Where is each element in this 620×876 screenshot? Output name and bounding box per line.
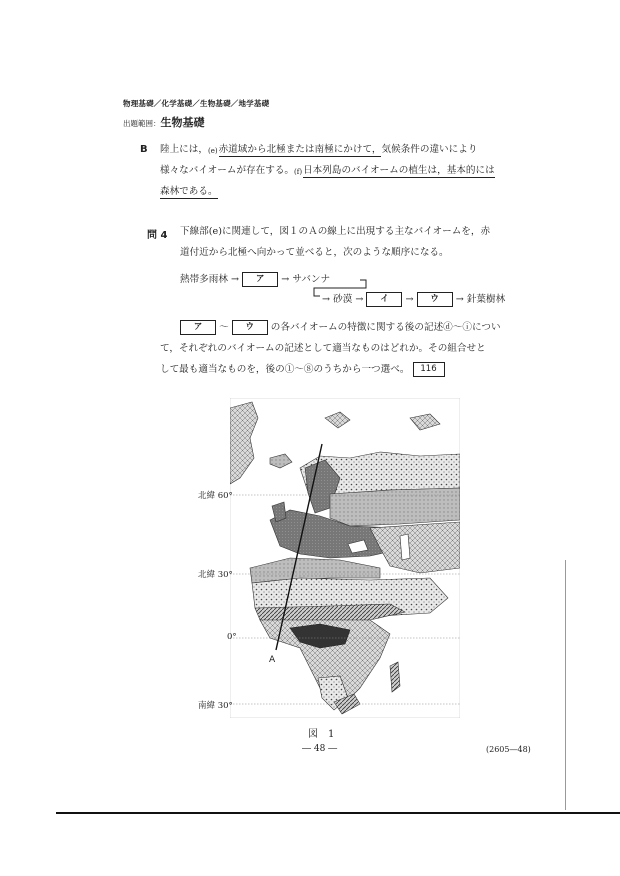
- question-body3: して最も適当なものを，後の①～⑧のうちから一つ選べ。 116: [160, 360, 445, 379]
- bottom-rule: [56, 812, 620, 814]
- lat-label-s30: 南緯 30°: [198, 701, 233, 711]
- sequence-row1: 熱帯多雨林 → ア → サバンナ: [180, 274, 331, 285]
- section-b-label: B: [140, 144, 148, 155]
- biome-map: [230, 398, 460, 718]
- section-b-line3: [160, 182, 218, 201]
- lat-label-60: 北緯 60°: [198, 491, 233, 501]
- range-box-a: ア: [180, 320, 216, 335]
- caspian-sea: [400, 534, 410, 560]
- subject-list: 物理基礎／化学基礎／生物基礎／地学基礎: [123, 99, 270, 108]
- question-body1: ア ～ ウ の各バイオームの特徴に関する後の記述ⓓ～ⓘについ: [180, 318, 501, 337]
- exam-range: [123, 111, 205, 130]
- page-number: ― 48 ―: [302, 744, 338, 754]
- range-label: 出題範囲：: [123, 119, 161, 128]
- marker-f: (f): [294, 168, 303, 176]
- range-box-u: ウ: [232, 320, 268, 335]
- answer-number-box: 116: [413, 362, 445, 377]
- section-b-line1: 陸上には，(e)赤道域から北極または南極にかけて，気候条件の違いにより: [160, 144, 478, 155]
- right-edge-mark: [565, 560, 566, 810]
- section-b-line2: 様々なバイオームが存在する。(f)日本列島のバイオームの植生は，基本的には: [160, 165, 495, 176]
- lat-label-0: 0°: [227, 632, 237, 642]
- blank-a: ア: [242, 272, 278, 287]
- figure-caption: 図 1: [308, 729, 335, 740]
- lat-label-30: 北緯 30°: [198, 570, 233, 580]
- question-body2: て，それぞれのバイオームの記述として適当なものはどれか。その組合せと: [160, 343, 486, 354]
- madagascar-region: [390, 662, 400, 692]
- question-line2: 道付近から北極へ向かって並べると，次のような順序になる。: [180, 247, 449, 258]
- underline-e: 赤道域から北極または南極にかけて，: [218, 144, 382, 155]
- line-a-label: A: [269, 655, 276, 665]
- question-label: 問 4: [147, 230, 168, 241]
- range-value: 生物基礎: [160, 116, 205, 129]
- underline-f-cont: 森林である。: [160, 186, 218, 197]
- marker-e: (e): [207, 147, 218, 155]
- underline-f: 日本列島のバイオームの植生は，基本的には: [303, 165, 495, 176]
- taiga-region: [330, 488, 460, 526]
- sequence-row2: → 砂漠 → イ → ウ → 針葉樹林: [322, 294, 506, 305]
- question-line1: 下線部(e)に関連して，図１のＡの線上に出現する主なバイオームを，赤: [180, 226, 491, 237]
- blank-i: イ: [366, 292, 402, 307]
- page-code: (2605―48): [486, 745, 531, 754]
- blank-u: ウ: [417, 292, 453, 307]
